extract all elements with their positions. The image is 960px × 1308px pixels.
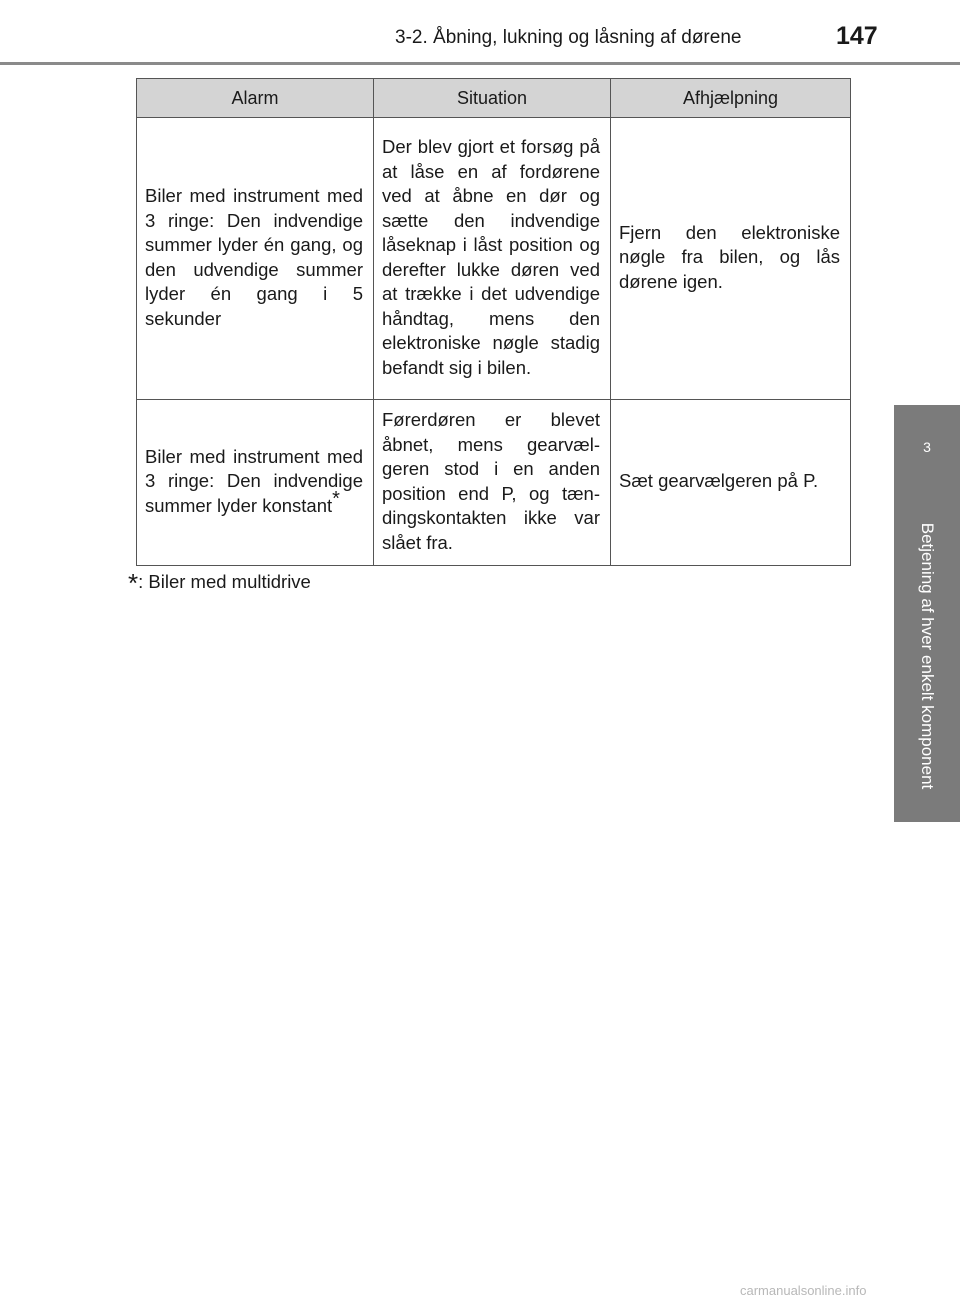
situation-cell: Førerdøren er blevet åbnet, mens gearvælgeren stod i en anden position end P, og tændingskontakten ikke var slået fra. <box>374 400 611 566</box>
page-number: 147 <box>836 22 878 50</box>
section-title: 3-2. Åbning, lukning og låsning af dørene <box>395 27 742 48</box>
column-header-remedy: Afhjælpning <box>611 79 851 118</box>
footnote-star: * <box>128 568 139 598</box>
alarm-text: Biler med instrument med 3 ringe: Den indvendige summer lyder konstant <box>145 445 363 516</box>
situation-cell: Der blev gjort et forsøg på at låse en af fordørene ved at åbne en dør og sætte den indvendige låseknap i låst position og derefter lukke døren ved at trække i det udvendige håndtag, mens den elektroniske nøgle stadig befandt sig i bilen. <box>374 118 611 400</box>
chapter-tab <box>894 489 960 822</box>
header-rule <box>0 62 960 65</box>
footnote-marker: * <box>332 487 340 510</box>
table-header-row <box>137 79 851 118</box>
alarm-table <box>136 78 851 566</box>
remedy-cell: Fjern den elektroniske nøgle fra bilen, og lås dørene igen. <box>611 118 851 400</box>
remedy-cell: Sæt gearvælgeren på P. <box>611 400 851 566</box>
footnote <box>128 568 311 599</box>
chapter-tab-number: 3 <box>894 405 960 489</box>
watermark: carmanualsonline.info <box>740 1283 867 1298</box>
table-row <box>137 400 851 566</box>
column-header-alarm: Alarm <box>137 79 374 118</box>
column-header-situation: Situation <box>374 79 611 118</box>
alarm-cell <box>137 400 374 566</box>
alarm-text: Biler med instrument med 3 ringe: Den indvendige summer lyder én gang, og den udvendige summer lyder én gang i 5 sekunder <box>145 185 363 329</box>
footnote-text: : Biler med multidrive <box>138 571 311 592</box>
chapter-tab-title: Betjening af hver enkelt komponent <box>918 522 937 789</box>
alarm-cell <box>137 118 374 400</box>
table-row <box>137 118 851 400</box>
